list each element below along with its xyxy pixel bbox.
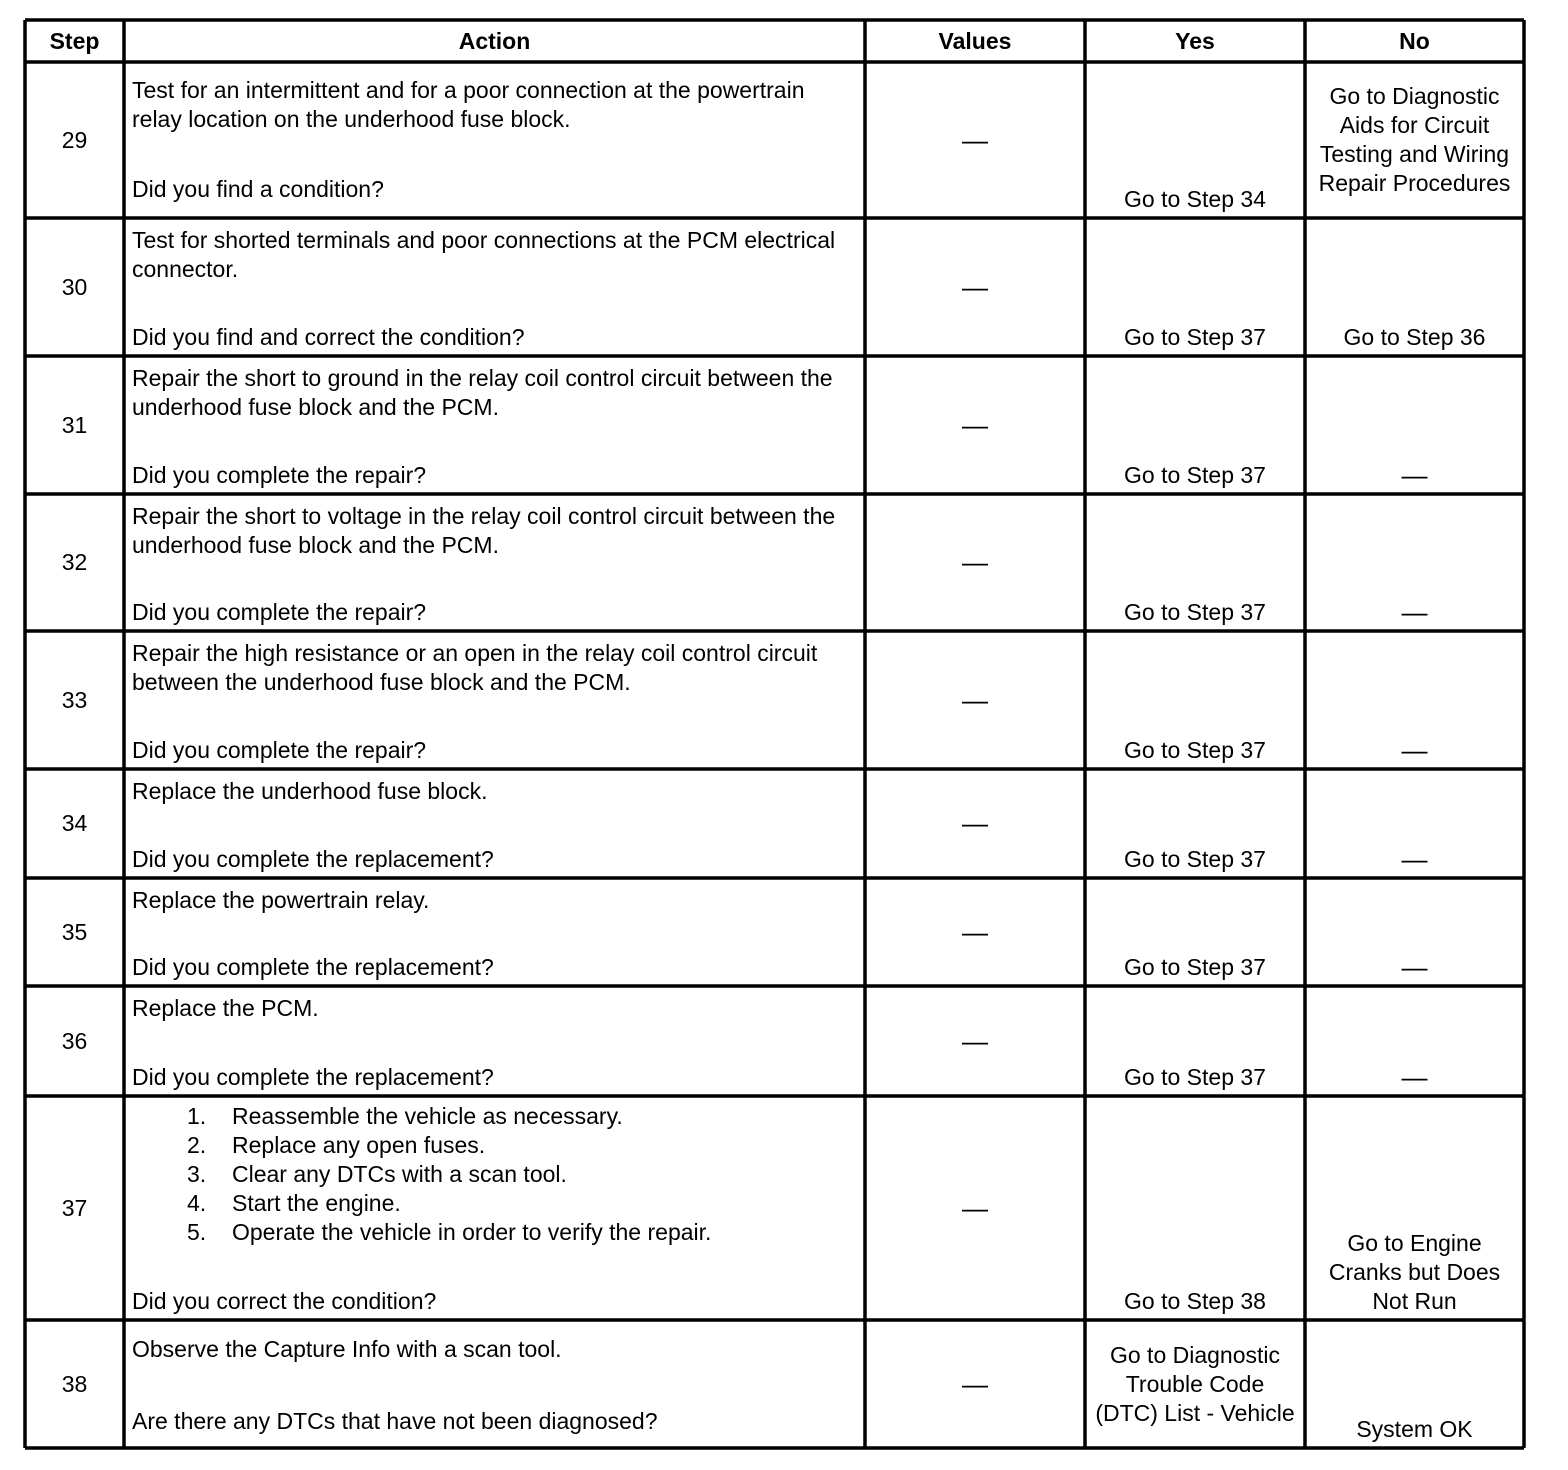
values-cell: — <box>962 916 988 947</box>
action-cell <box>124 62 865 218</box>
action-question: Did you complete the replacement? <box>132 846 494 872</box>
procedure-list <box>132 1102 857 1247</box>
action-text: Test for an intermittent and for a poor connection at the powertrain relay location on the underhood fuse block. <box>132 77 805 132</box>
action-text: Replace the underhood fuse block. <box>132 778 488 804</box>
yes-cell: Go to Step 37 <box>1124 599 1266 625</box>
action-cell <box>124 986 865 1096</box>
step-number: 35 <box>61 918 88 945</box>
step-number: 31 <box>61 411 88 438</box>
action-question: Are there any DTCs that have not been diagnosed? <box>132 1408 658 1434</box>
list-text: Operate the vehicle in order to verify the repair. <box>232 1219 712 1245</box>
values-cell: — <box>962 1192 988 1223</box>
list-text: Reassemble the vehicle as necessary. <box>232 1103 623 1129</box>
header-step: Step <box>49 27 100 54</box>
action-text: Observe the Capture Info with a scan tool. <box>132 1336 562 1362</box>
action-cell <box>124 1096 865 1320</box>
list-text: Start the engine. <box>232 1190 401 1216</box>
action-cell <box>124 878 865 986</box>
step-number: 37 <box>61 1194 88 1221</box>
step-number: 36 <box>61 1027 88 1054</box>
no-cell: Go to Engine Cranks but Does Not Run <box>1328 1230 1501 1314</box>
list-number: 4. <box>187 1190 207 1216</box>
action-question: Did you correct the condition? <box>132 1288 437 1314</box>
action-question: Did you complete the replacement? <box>132 954 494 980</box>
action-cell <box>124 631 865 769</box>
no-cell: — <box>1401 460 1428 490</box>
action-question: Did you find a condition? <box>132 176 384 202</box>
action-text: Replace the powertrain relay. <box>132 887 430 913</box>
action-cell <box>124 1320 865 1448</box>
list-item <box>187 1102 857 1131</box>
values-cell: — <box>962 409 988 440</box>
action-question: Did you complete the replacement? <box>132 1064 494 1090</box>
list-number: 2. <box>187 1132 207 1158</box>
step-number: 32 <box>61 549 88 575</box>
no-cell: — <box>1401 844 1428 874</box>
yes-cell: Go to Step 37 <box>1124 462 1266 488</box>
yes-cell: Go to Step 34 <box>1124 186 1266 212</box>
action-question: Did you complete the repair? <box>132 599 427 625</box>
header-values: Values <box>938 27 1012 54</box>
yes-cell: Go to Step 37 <box>1124 324 1266 350</box>
action-text: Replace the PCM. <box>132 995 319 1021</box>
yes-cell: Go to Step 38 <box>1124 1288 1266 1314</box>
values-cell: — <box>962 808 988 838</box>
action-cell <box>124 769 865 878</box>
values-cell: — <box>962 1025 988 1056</box>
list-number: 5. <box>187 1219 207 1245</box>
no-cell: System OK <box>1356 1416 1473 1442</box>
header-yes: Yes <box>1175 27 1215 54</box>
list-text: Clear any DTCs with a scan tool. <box>232 1161 567 1187</box>
no-cell: Go to Step 36 <box>1343 324 1486 350</box>
step-number: 38 <box>61 1370 88 1397</box>
yes-cell: Go to Diagnostic Trouble Code (DTC) List - Vehicle <box>1095 1341 1295 1426</box>
action-question: Did you complete the repair? <box>132 737 427 763</box>
list-number: 1. <box>187 1103 207 1129</box>
action-cell <box>124 356 865 494</box>
list-item <box>187 1160 857 1189</box>
action-question: Did you complete the repair? <box>132 462 427 488</box>
step-number: 29 <box>61 126 88 153</box>
no-cell: — <box>1401 735 1428 765</box>
values-cell: — <box>962 1368 988 1399</box>
step-number: 30 <box>61 273 88 300</box>
no-cell: — <box>1401 1062 1428 1092</box>
no-cell: — <box>1401 952 1428 982</box>
values-cell: — <box>962 271 988 302</box>
list-item <box>187 1218 857 1247</box>
yes-cell: Go to Step 37 <box>1124 846 1266 872</box>
values-cell: — <box>962 547 988 577</box>
action-cell <box>124 218 865 356</box>
yes-cell: Go to Step 37 <box>1124 737 1266 763</box>
action-text: Repair the high resistance or an open in the relay coil control circuit between the underhood fuse block and the PCM. <box>132 640 818 695</box>
action-question: Did you find and correct the condition? <box>132 324 525 350</box>
values-cell: — <box>962 684 988 715</box>
action-text: Repair the short to ground in the relay coil control circuit between the underhood fuse block and the PCM. <box>132 365 833 420</box>
list-item <box>187 1131 857 1160</box>
yes-cell: Go to Step 37 <box>1124 1064 1266 1090</box>
step-number: 34 <box>61 810 88 836</box>
yes-cell: Go to Step 37 <box>1124 954 1266 980</box>
action-cell <box>124 494 865 631</box>
list-text: Replace any open fuses. <box>232 1132 486 1158</box>
step-number: 33 <box>61 686 88 713</box>
no-cell: — <box>1401 597 1428 627</box>
header-action: Action <box>458 27 531 54</box>
action-text: Repair the short to voltage in the relay coil control circuit between the underhood fuse block and the PCM. <box>132 503 836 558</box>
header-no: No <box>1399 27 1430 54</box>
action-text: Test for shorted terminals and poor connections at the PCM electrical connector. <box>132 227 836 282</box>
values-cell: — <box>962 124 988 155</box>
list-number: 3. <box>187 1161 207 1187</box>
list-item <box>187 1189 857 1218</box>
no-cell: Go to Diagnostic Aids for Circuit Testing and Wiring Repair Procedures <box>1318 83 1511 196</box>
